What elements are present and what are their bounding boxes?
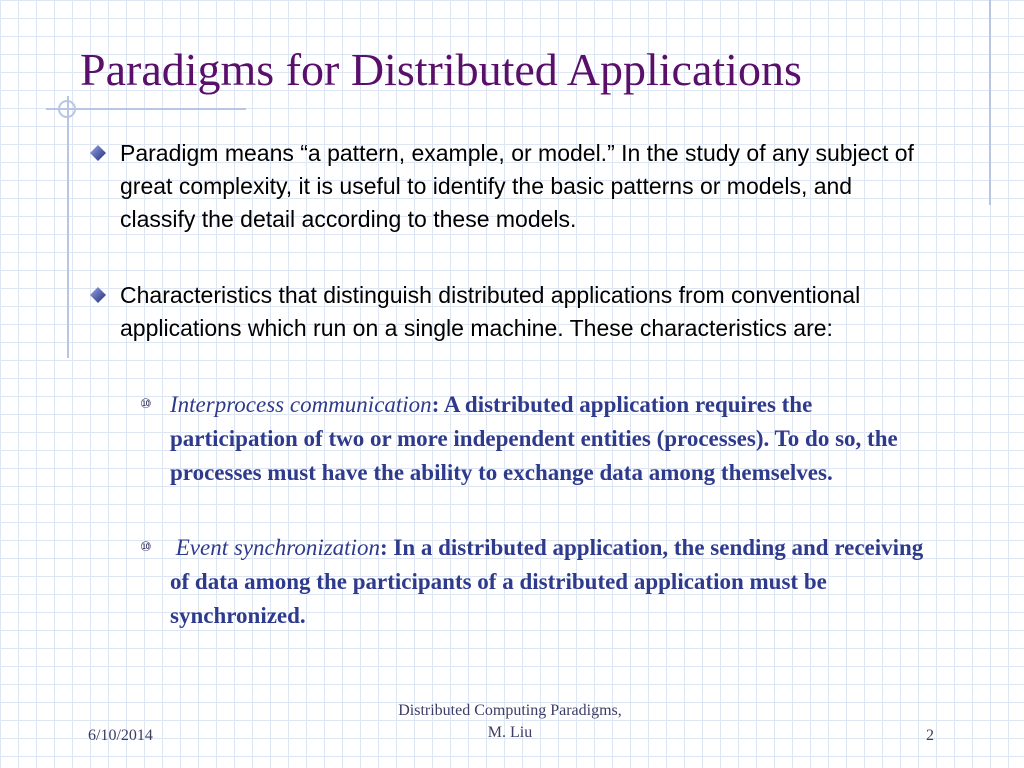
circle-bullet-icon: ⑩ [140, 540, 152, 555]
diamond-bullet-icon [90, 287, 106, 303]
footer-title-line1: Distributed Computing Paradigms, [398, 702, 622, 719]
sub-bullet-interprocess-communication [140, 388, 940, 490]
footer-page-number: 2 [926, 727, 934, 744]
sub-bullet-term: Event synchronization [175, 535, 380, 560]
decorative-line-horizontal [46, 108, 246, 110]
decorative-circle [58, 100, 76, 118]
sub-bullet-event-synchronization [140, 531, 940, 633]
sub-bullet-term: Interprocess communication [170, 392, 432, 417]
decorative-line-right [989, 0, 991, 205]
diamond-bullet-icon [90, 145, 106, 161]
footer-date: 6/10/2014 [88, 727, 153, 744]
bullet-characteristics [90, 279, 920, 345]
bullet-paradigm-definition [90, 137, 920, 236]
footer-title-line2: M. Liu [487, 724, 533, 741]
bullet-text: Paradigm means “a pattern, example, or model.” In the study of any subject of great complexity, it is useful to identify the basic patterns or models, and classify the detail according to these models. [120, 140, 914, 232]
sub-bullet-text [170, 531, 940, 633]
bullet-text: Characteristics that distinguish distributed applications from conventional applications which run on a single machine. These characteristics are: [120, 282, 861, 341]
circle-bullet-icon: ⑩ [140, 397, 152, 412]
sub-bullet-description: : A distributed application requires the participation of two or more independent entities (processes). To do so, the processes must have the ability to exchange data among themselves. [170, 392, 898, 485]
decorative-line-left [67, 96, 69, 358]
sub-bullet-description: : In a distributed application, the sending and receiving of data among the participants of a distributed application must be synchronized. [170, 535, 924, 628]
slide-title: Paradigms for Distributed Applications [80, 44, 802, 95]
footer-title [355, 700, 665, 744]
sub-bullet-text [170, 388, 940, 490]
